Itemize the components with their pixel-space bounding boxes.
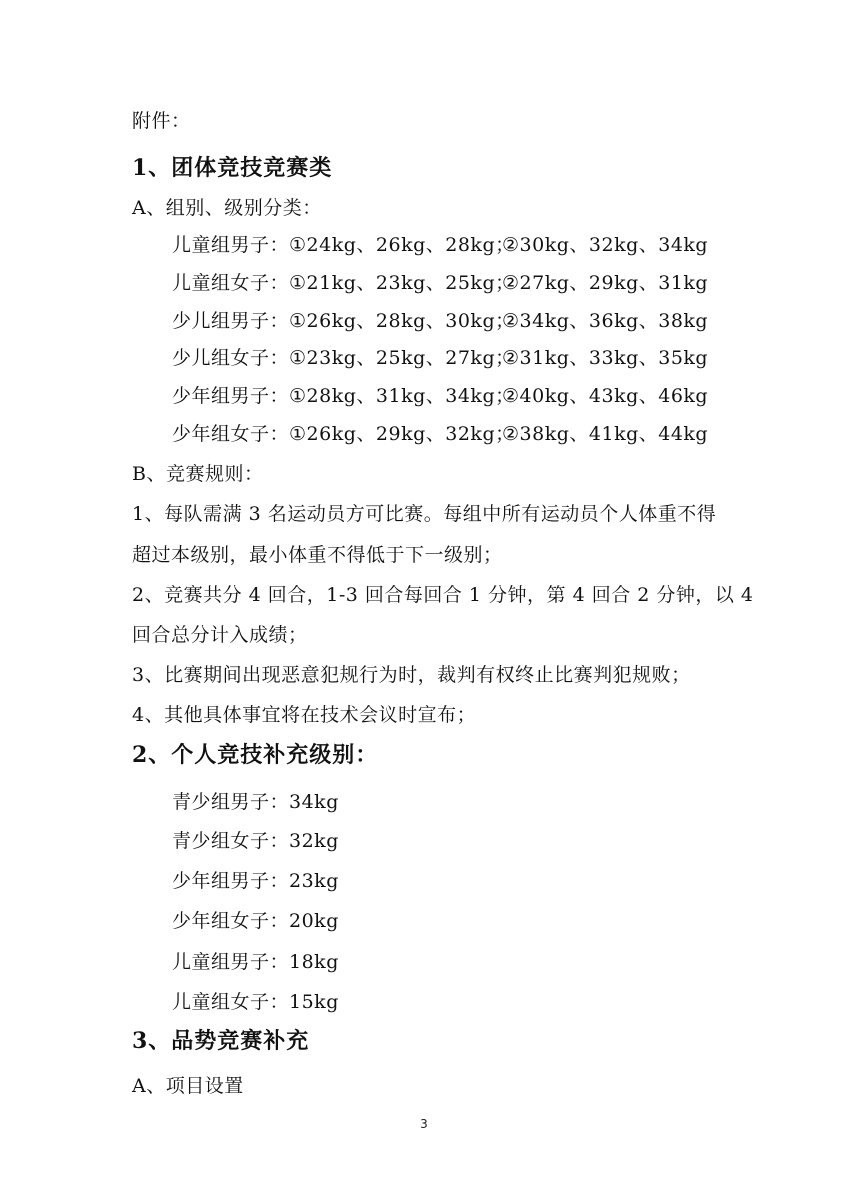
weight-row-option2: ②34kg、36kg、38kg: [502, 310, 709, 332]
weight-row-label: 少儿组女子：: [172, 347, 290, 369]
weight-row: [172, 310, 709, 332]
section3-subA-title: A、项目设置: [132, 1075, 244, 1097]
weight-row-option1: ①21kg、23kg、25kg；: [289, 272, 515, 294]
weight-row-label: 儿童组女子：: [172, 272, 290, 294]
rule-line: 3、比赛期间出现恶意犯规行为时，裁判有权终止比赛判犯规败；: [132, 664, 691, 686]
individual-weight-item: 儿童组女子：15kg: [172, 991, 339, 1013]
weight-row-option2: ②40kg、43kg、46kg: [502, 385, 709, 407]
weight-row-option1: ①26kg、28kg、30kg；: [289, 310, 515, 332]
weight-row-option2: ②38kg、41kg、44kg: [502, 423, 709, 445]
weight-row-option1: ①26kg、29kg、32kg；: [289, 423, 515, 445]
rule-line-continued: 超过本级别，最小体重不得低于下一级别；: [132, 544, 503, 566]
attachment-label: 附件：: [132, 110, 191, 132]
weight-row-option1: ①23kg、25kg、27kg；: [289, 347, 515, 369]
rule-line: 2、竞赛共分 4 回合，1-3 回合每回合 1 分钟，第 4 回合 2 分钟，以 4: [132, 584, 754, 606]
weight-row: [172, 347, 709, 369]
weight-row-label: 儿童组男子：: [172, 234, 290, 256]
weight-row-label: 少年组女子：: [172, 423, 290, 445]
weight-row-option1: ①28kg、31kg、34kg；: [289, 385, 515, 407]
individual-weight-item: 儿童组男子：18kg: [172, 951, 339, 973]
rule-line: 4、其他具体事宜将在技术会议时宣布；: [132, 704, 477, 726]
rule-line-continued: 回合总分计入成绩；: [132, 624, 308, 646]
individual-weight-item: 少年组女子：20kg: [172, 910, 339, 932]
section1-subA-title: A、组别、级别分类：: [132, 197, 322, 219]
weight-row: [172, 385, 709, 407]
weight-row-label: 少年组男子：: [172, 385, 290, 407]
weight-row-label: 少儿组男子：: [172, 310, 290, 332]
rule-line: 1、每队需满 3 名运动员方可比赛。每组中所有运动员个人体重不得: [132, 503, 717, 525]
weight-row-option1: ①24kg、26kg、28kg；: [289, 234, 515, 256]
weight-row-option2: ②30kg、32kg、34kg: [502, 234, 709, 256]
individual-weight-item: 青少组女子：32kg: [172, 830, 339, 852]
weight-row: [172, 234, 709, 256]
section3-heading: 3、品势竞赛补充: [132, 1028, 310, 1054]
individual-weight-item: 青少组男子：34kg: [172, 791, 339, 813]
section1-subB-title: B、竞赛规则：: [132, 463, 264, 485]
page-number: 3: [420, 1117, 428, 1131]
section1-heading: 1、团体竞技竞赛类: [132, 155, 333, 181]
weight-row-option2: ②27kg、29kg、31kg: [502, 272, 709, 294]
individual-weight-item: 少年组男子：23kg: [172, 870, 339, 892]
section2-heading: 2、个人竞技补充级别：: [132, 742, 379, 768]
weight-row: [172, 423, 709, 445]
weight-row-option2: ②31kg、33kg、35kg: [502, 347, 709, 369]
weight-row: [172, 272, 709, 294]
